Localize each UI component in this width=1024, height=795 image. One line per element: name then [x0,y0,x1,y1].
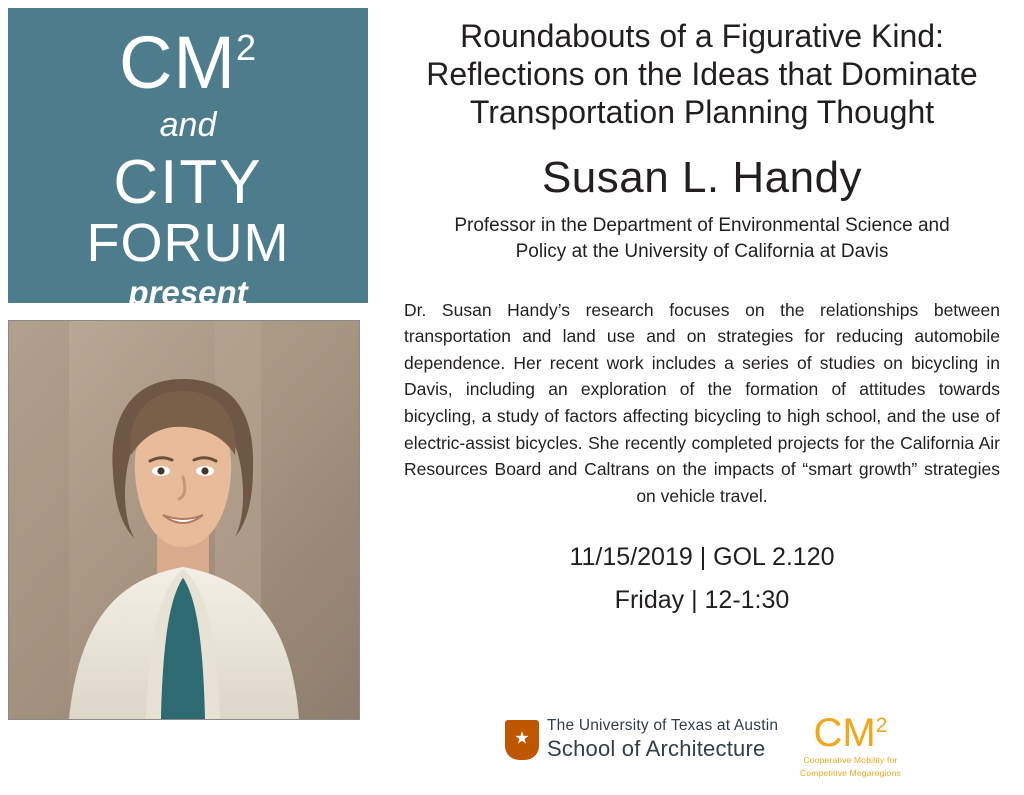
logo-present-text: present [128,274,248,311]
portrait-illustration [9,321,359,719]
cm2-city-forum-logo-panel [8,8,368,311]
event-day-time: Friday | 12-1:30 [614,586,790,615]
speaker-affiliation: Professor in the Department of Environmental Science and Policy at the University of California at Davis [454,215,950,262]
right-column [396,18,1008,615]
footer-logos [0,711,1024,789]
event-date-location: 11/15/2019 | GOL 2.120 [569,543,835,572]
logo-and-text: and [159,106,217,144]
ut-school-line: School of Architecture [547,736,766,761]
cm2-wordmark [118,21,258,104]
cm2-footer-logo [800,713,901,779]
cm2-footer-superscript: 2 [875,714,888,737]
logo-forum-text: FORUM [86,213,290,273]
cm2-footer-wordmark [800,713,901,753]
cm2-tagline-line-1: Cooperative Mobility for [803,755,898,765]
logo-city-text: CITY [113,148,263,217]
star-glyph: ★ [514,728,530,748]
ut-university-line: The University of Texas at Austin [547,717,779,734]
ut-logo-text [547,717,778,762]
talk-title: Roundabouts of a Figurative Kind: Reflections on the Ideas that Dominate Transportation Planning Thought [426,18,978,130]
ut-austin-logo [505,717,778,762]
left-column [8,8,368,311]
cm2-tagline-line-2: Competitive Megaregions [800,767,901,778]
speaker-portrait [8,320,360,720]
ut-shield-star-icon [505,720,539,760]
cm2-footer-text: CM [813,711,876,755]
cm2-wordmark-text: CM [118,21,237,104]
speaker-name: Susan L. Handy [541,153,863,203]
speaker-bio: Dr. Susan Handy’s research focuses on the relationships between transportation and land use and on strategies for reducing automobile dependence. Her recent work includes a series of studies on bicycling in Davis, including an exploration of the formation of attitudes towards bicycling, a study of factors affecting bicycling to high school, and the use of electric-assist bicycles. She recently completed projects for the California Air Resources Board and Caltrans on the impacts of “smart growth” strategies on vehicle travel. [404,299,1000,506]
cm2-wordmark-superscript: 2 [236,27,258,68]
